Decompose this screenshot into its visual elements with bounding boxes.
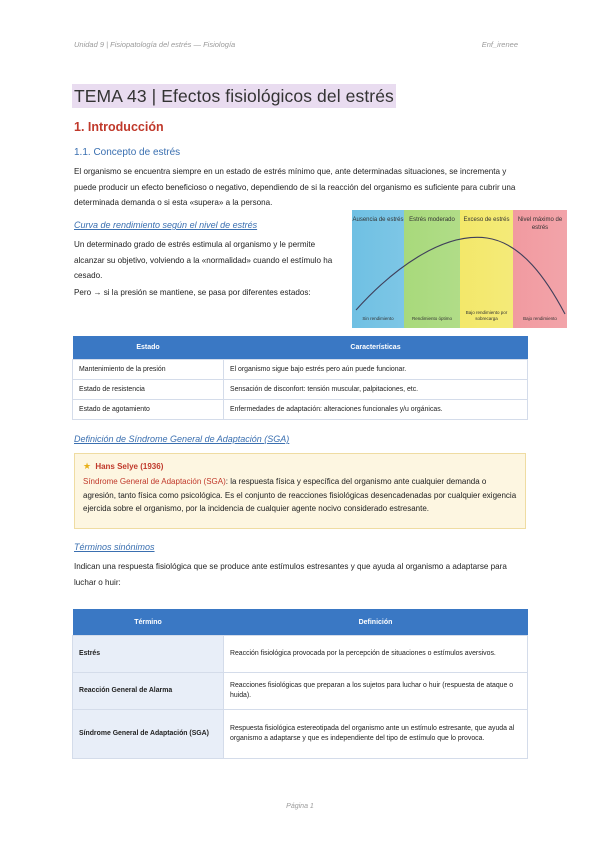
zone-label: Ausencia de estrés [352, 217, 404, 223]
characteristics-cell: El organismo sigue bajo estrés pero aún puede funcionar. [224, 360, 528, 380]
zone-result: Rendimiento óptimo [411, 315, 453, 321]
states-table [72, 336, 528, 420]
terms-table [72, 609, 528, 759]
table-row [73, 360, 528, 380]
table-row [73, 380, 528, 400]
sga-callout [74, 453, 526, 529]
column-header: Estado [73, 336, 224, 360]
callout-author: Hans Selye (1936) [95, 462, 164, 471]
zone-label: Nivel máximo de estrés [517, 217, 563, 231]
zone-result: Sin rendimiento [362, 315, 394, 321]
intro-paragraph: El organismo se encuentra siempre en un estado de estrés mínimo que, ante determinadas situaciones, se incrementa y puede producir un efecto beneficioso o negativo, dependiendo de si la reacción del organismo es suficiente para cubrir una determinada demanda o si esta «supera» a la persona. [74, 167, 516, 207]
callout-title [83, 460, 517, 473]
definition-cell: Reacción fisiológica provocada por la percepción de situaciones o estímulos aversivos. [224, 636, 528, 673]
table-row [73, 710, 528, 759]
curve-heading: Curva de rendimiento según el nivel de estrés [74, 220, 258, 230]
definition-cell: Reacciones fisiológicas que preparan a los sujetos para luchar o huir (respuesta de ataque o huida). [224, 673, 528, 710]
callout-body [83, 475, 517, 516]
table-row [73, 673, 528, 710]
characteristics-cell: Sensación de disconfort: tensión muscular, palpitaciones, etc. [224, 380, 528, 400]
page-header [74, 40, 526, 54]
sga-term: Síndrome General de Adaptación (SGA) [83, 477, 226, 486]
subsection-heading: 1.1. Concepto de estrés [74, 147, 181, 158]
header-author: Enf_irenee [481, 40, 518, 49]
curve-paragraph-2: Pero → si la presión se mantiene, se pasa por diferentes estados: [74, 288, 311, 297]
section-heading: 1. Introducción [74, 120, 164, 134]
zone-label: Exceso de estrés [463, 217, 510, 223]
term-cell: Reacción General de Alarma [73, 673, 224, 710]
term-cell: Estrés [73, 636, 224, 673]
state-cell: Estado de resistencia [73, 380, 224, 400]
column-header: Definición [224, 609, 528, 636]
stress-performance-curve [352, 210, 567, 328]
star-icon: ★ [83, 461, 92, 471]
term-cell: Síndrome General de Adaptación (SGA) [73, 710, 224, 759]
characteristics-cell: Enfermedades de adaptación: alteraciones funcionales y/u orgánicas. [224, 400, 528, 420]
table-header-row [73, 609, 528, 636]
table-row [73, 636, 528, 673]
zone-result: Bajo rendimiento por sobrecarga [465, 310, 508, 321]
performance-curve-line [352, 210, 567, 328]
page-title: TEMA 43 | Efectos fisiológicos del estrés [74, 86, 394, 106]
page-number: Página 1 [286, 803, 314, 810]
zone-result: Bajo rendimiento [523, 315, 557, 321]
state-cell: Mantenimiento de la presión [73, 360, 224, 380]
header-course: Unidad 9 | Fisiopatología del estrés — Fisiología [74, 40, 236, 49]
sga-heading: Definición de Síndrome General de Adaptación (SGA) [74, 434, 290, 444]
definition-cell: Respuesta fisiológica estereotipada del organismo ante un estímulo estresante, que ayuda al organismo a adaptarse y que es independiente del tipo de estímulo que lo provoca. [224, 710, 528, 759]
zone-label: Estrés moderado [409, 217, 455, 223]
curve-paragraph: Un determinado grado de estrés estimula al organismo y le permite alcanzar su objetivo, volviendo a la «normalidad» cuando el estímulo ha cesado. [74, 240, 333, 280]
state-cell: Estado de agotamiento [73, 400, 224, 420]
table-row [73, 400, 528, 420]
column-header: Término [73, 609, 224, 636]
sga-definition: : la respuesta física y específica del organismo ante cualquier demanda o agresión, tanto física como psicológica. Es el conjunto de reacciones fisiológicas desencadenadas por cualquier exigencia ejercida sobre el organismo, por la incidencia de cualquier agente nocivo considerado estresante. [83, 477, 517, 513]
synonyms-heading: Términos sinónimos [74, 542, 155, 552]
table-header-row [73, 336, 528, 360]
column-header: Características [224, 336, 528, 360]
synonyms-paragraph: Indican una respuesta fisiológica que se produce ante estímulos estresantes y que ayuda al organismo a adaptarse para luchar o huir: [74, 562, 507, 587]
